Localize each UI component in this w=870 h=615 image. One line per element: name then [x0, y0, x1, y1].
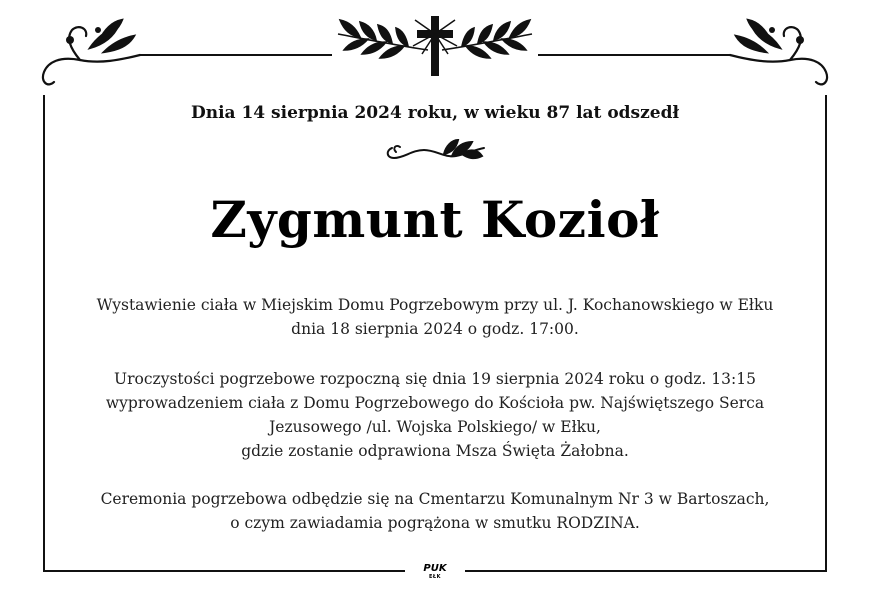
viewing-paragraph — [40, 293, 830, 341]
paragraph-line: gdzie zostanie odprawiona Msza Święta Żałobna. — [241, 442, 629, 460]
laurel-branch-icon — [442, 20, 532, 58]
burial-paragraph — [40, 487, 830, 535]
death-announcement-headline: Dnia 14 sierpnia 2024 roku, w wieku 87 lat odszedł — [190, 103, 680, 123]
ceremony-paragraph — [40, 367, 830, 463]
paragraph-line: wyprowadzeniem ciała z Domu Pogrzebowego do Kościoła pw. Najświętszego Serca — [105, 394, 765, 412]
paragraph-line: dnia 18 sierpnia 2024 o godz. 17:00. — [291, 320, 579, 338]
laurel-branch-icon — [338, 20, 428, 58]
cross-icon — [413, 16, 457, 76]
puk-logo: PUK — [423, 563, 447, 574]
corner-flourish-icon — [730, 20, 827, 84]
deceased-name: Zygmunt Kozioł — [210, 190, 660, 249]
paragraph-line: Jezusowego /ul. Wojska Polskiego/ w Ełku, — [269, 418, 601, 436]
paragraph-line: Uroczystości pogrzebowe rozpoczną się dnia 19 sierpnia 2024 roku o godz. 13:15 — [114, 370, 756, 388]
corner-flourish-icon — [43, 20, 140, 84]
paragraph-line: o czym zawiadamia pogrążona w smutku RODZINA. — [230, 514, 640, 532]
paragraph-line: Ceremonia pogrzebowa odbędzie się na Cmentarzu Komunalnym Nr 3 w Bartoszach, — [100, 490, 770, 508]
paragraph-line: Wystawienie ciała w Miejskim Domu Pogrzebowym przy ul. J. Kochanowskiego w Ełku — [96, 296, 774, 314]
small-branch-divider-icon — [388, 140, 484, 158]
puk-logo-city: EŁK — [428, 574, 441, 580]
